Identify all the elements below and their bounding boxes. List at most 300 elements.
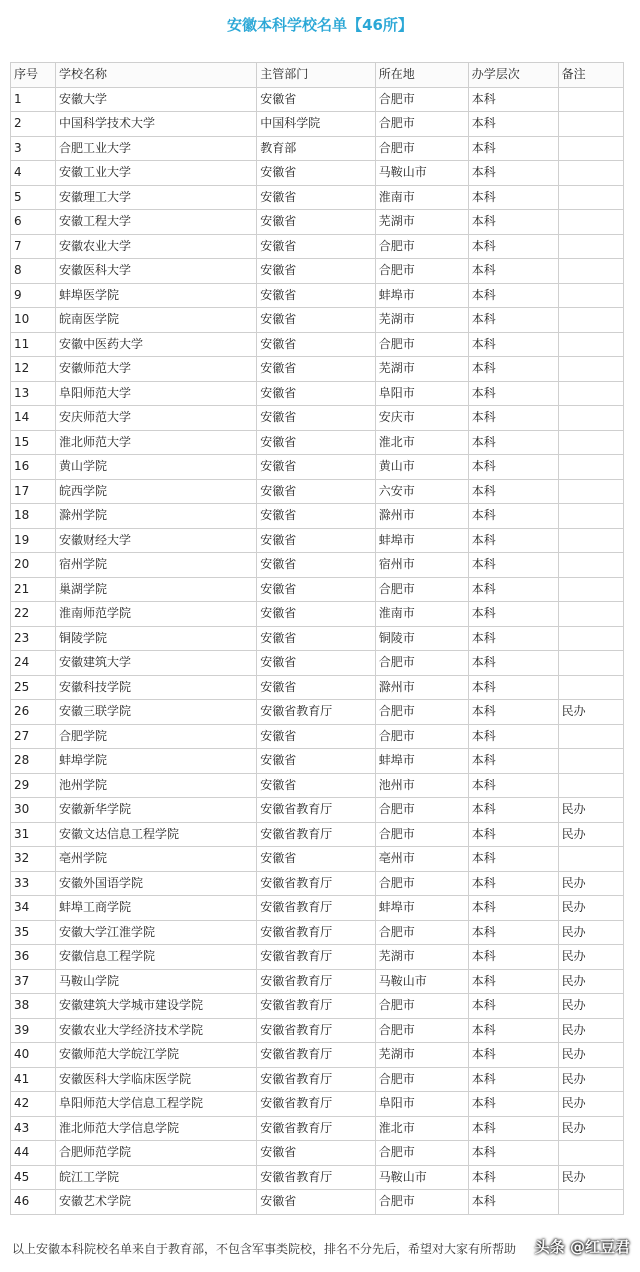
cell-name: 安徽大学江淮学院 (55, 920, 256, 945)
cell-no: 7 (11, 234, 56, 259)
cell-name: 安徽财经大学 (55, 528, 256, 553)
cell-dept: 安徽省教育厅 (257, 896, 376, 921)
cell-note (558, 161, 623, 186)
cell-no: 37 (11, 969, 56, 994)
cell-no: 12 (11, 357, 56, 382)
cell-note: 民办 (558, 1165, 623, 1190)
header-dept: 主管部门 (257, 63, 376, 88)
cell-name: 安徽三联学院 (55, 700, 256, 725)
cell-level: 本科 (468, 675, 558, 700)
cell-note (558, 675, 623, 700)
table-row (11, 112, 624, 137)
cell-city: 滁州市 (375, 504, 468, 529)
cell-note (558, 602, 623, 627)
cell-no: 16 (11, 455, 56, 480)
cell-city: 亳州市 (375, 847, 468, 872)
table-row (11, 1092, 624, 1117)
cell-dept: 安徽省教育厅 (257, 700, 376, 725)
cell-name: 中国科学技术大学 (55, 112, 256, 137)
cell-note (558, 749, 623, 774)
cell-note: 民办 (558, 822, 623, 847)
cell-name: 皖南医学院 (55, 308, 256, 333)
cell-dept: 安徽省教育厅 (257, 1067, 376, 1092)
table-row (11, 283, 624, 308)
cell-city: 合肥市 (375, 700, 468, 725)
cell-city: 芜湖市 (375, 210, 468, 235)
cell-dept: 安徽省教育厅 (257, 969, 376, 994)
cell-level: 本科 (468, 1018, 558, 1043)
cell-dept: 安徽省 (257, 528, 376, 553)
cell-dept: 安徽省 (257, 406, 376, 431)
table-row (11, 161, 624, 186)
cell-dept: 安徽省教育厅 (257, 994, 376, 1019)
cell-level: 本科 (468, 161, 558, 186)
cell-dept: 安徽省 (257, 847, 376, 872)
cell-level: 本科 (468, 528, 558, 553)
cell-name: 淮北师范大学 (55, 430, 256, 455)
cell-city: 蚌埠市 (375, 283, 468, 308)
cell-dept: 安徽省 (257, 675, 376, 700)
header-city: 所在地 (375, 63, 468, 88)
cell-level: 本科 (468, 626, 558, 651)
cell-dept: 安徽省教育厅 (257, 1165, 376, 1190)
cell-note (558, 112, 623, 137)
cell-city: 合肥市 (375, 651, 468, 676)
cell-name: 黄山学院 (55, 455, 256, 480)
cell-level: 本科 (468, 136, 558, 161)
cell-city: 马鞍山市 (375, 969, 468, 994)
table-row (11, 504, 624, 529)
cell-dept: 安徽省 (257, 234, 376, 259)
table-row (11, 1018, 624, 1043)
cell-city: 合肥市 (375, 87, 468, 112)
cell-dept: 安徽省 (257, 87, 376, 112)
cell-name: 阜阳师范大学信息工程学院 (55, 1092, 256, 1117)
cell-dept: 安徽省教育厅 (257, 920, 376, 945)
cell-no: 36 (11, 945, 56, 970)
table-row (11, 920, 624, 945)
cell-level: 本科 (468, 455, 558, 480)
cell-name: 合肥工业大学 (55, 136, 256, 161)
cell-level: 本科 (468, 994, 558, 1019)
cell-name: 安徽新华学院 (55, 798, 256, 823)
cell-level: 本科 (468, 283, 558, 308)
cell-note: 民办 (558, 1043, 623, 1068)
table-row (11, 1067, 624, 1092)
cell-name: 安徽工程大学 (55, 210, 256, 235)
cell-city: 合肥市 (375, 136, 468, 161)
cell-no: 9 (11, 283, 56, 308)
cell-note (558, 283, 623, 308)
cell-name: 阜阳师范大学 (55, 381, 256, 406)
cell-city: 合肥市 (375, 1018, 468, 1043)
cell-note: 民办 (558, 871, 623, 896)
cell-dept: 安徽省教育厅 (257, 871, 376, 896)
cell-name: 皖西学院 (55, 479, 256, 504)
cell-city: 芜湖市 (375, 1043, 468, 1068)
table-row (11, 749, 624, 774)
cell-note (558, 847, 623, 872)
cell-name: 安徽中医药大学 (55, 332, 256, 357)
cell-no: 25 (11, 675, 56, 700)
cell-note (558, 455, 623, 480)
cell-note: 民办 (558, 700, 623, 725)
cell-city: 芜湖市 (375, 357, 468, 382)
cell-dept: 安徽省教育厅 (257, 1018, 376, 1043)
cell-dept: 安徽省 (257, 773, 376, 798)
cell-dept: 安徽省教育厅 (257, 1092, 376, 1117)
cell-no: 10 (11, 308, 56, 333)
cell-level: 本科 (468, 357, 558, 382)
cell-note (558, 136, 623, 161)
cell-note (558, 553, 623, 578)
cell-no: 42 (11, 1092, 56, 1117)
cell-note: 民办 (558, 798, 623, 823)
table-row (11, 1190, 624, 1215)
cell-note (558, 210, 623, 235)
cell-city: 蚌埠市 (375, 528, 468, 553)
cell-dept: 安徽省教育厅 (257, 945, 376, 970)
cell-city: 合肥市 (375, 1067, 468, 1092)
cell-level: 本科 (468, 602, 558, 627)
cell-city: 阜阳市 (375, 1092, 468, 1117)
cell-name: 安徽师范大学皖江学院 (55, 1043, 256, 1068)
cell-level: 本科 (468, 1043, 558, 1068)
cell-no: 3 (11, 136, 56, 161)
cell-note (558, 234, 623, 259)
cell-name: 安徽理工大学 (55, 185, 256, 210)
cell-level: 本科 (468, 479, 558, 504)
table-row (11, 896, 624, 921)
cell-no: 22 (11, 602, 56, 627)
cell-no: 40 (11, 1043, 56, 1068)
cell-no: 33 (11, 871, 56, 896)
cell-note (558, 259, 623, 284)
cell-name: 亳州学院 (55, 847, 256, 872)
cell-city: 合肥市 (375, 724, 468, 749)
cell-city: 合肥市 (375, 332, 468, 357)
cell-dept: 安徽省 (257, 308, 376, 333)
cell-level: 本科 (468, 945, 558, 970)
cell-note: 民办 (558, 1116, 623, 1141)
cell-level: 本科 (468, 112, 558, 137)
cell-level: 本科 (468, 1165, 558, 1190)
cell-level: 本科 (468, 87, 558, 112)
table-row (11, 798, 624, 823)
table-row (11, 626, 624, 651)
cell-level: 本科 (468, 406, 558, 431)
cell-no: 21 (11, 577, 56, 602)
cell-name: 安徽医科大学 (55, 259, 256, 284)
cell-city: 合肥市 (375, 798, 468, 823)
table-row (11, 1165, 624, 1190)
cell-dept: 安徽省教育厅 (257, 1116, 376, 1141)
cell-note (558, 332, 623, 357)
cell-city: 合肥市 (375, 1190, 468, 1215)
cell-level: 本科 (468, 210, 558, 235)
cell-no: 1 (11, 87, 56, 112)
cell-no: 11 (11, 332, 56, 357)
cell-dept: 安徽省 (257, 332, 376, 357)
cell-no: 44 (11, 1141, 56, 1166)
cell-name: 安徽师范大学 (55, 357, 256, 382)
cell-dept: 安徽省 (257, 210, 376, 235)
cell-note (558, 651, 623, 676)
cell-note: 民办 (558, 945, 623, 970)
cell-name: 铜陵学院 (55, 626, 256, 651)
cell-dept: 安徽省 (257, 455, 376, 480)
cell-name: 安徽农业大学经济技术学院 (55, 1018, 256, 1043)
cell-dept: 安徽省 (257, 185, 376, 210)
cell-name: 安徽大学 (55, 87, 256, 112)
cell-dept: 安徽省教育厅 (257, 1043, 376, 1068)
table-row (11, 700, 624, 725)
cell-name: 马鞍山学院 (55, 969, 256, 994)
footer-note: 以上安徽本科院校名单来自于教育部，不包含军事类院校，排名不分先后，希望对大家有所帮助 (12, 1242, 517, 1256)
cell-note: 民办 (558, 920, 623, 945)
table-row (11, 651, 624, 676)
cell-note: 民办 (558, 896, 623, 921)
cell-dept: 安徽省 (257, 626, 376, 651)
cell-level: 本科 (468, 1116, 558, 1141)
cell-name: 安徽建筑大学 (55, 651, 256, 676)
cell-name: 蚌埠工商学院 (55, 896, 256, 921)
cell-name: 安徽农业大学 (55, 234, 256, 259)
title-main: 安徽本科学校名单 (227, 16, 348, 34)
cell-no: 28 (11, 749, 56, 774)
cell-level: 本科 (468, 553, 558, 578)
cell-no: 27 (11, 724, 56, 749)
cell-note (558, 724, 623, 749)
cell-city: 蚌埠市 (375, 896, 468, 921)
cell-no: 35 (11, 920, 56, 945)
cell-no: 45 (11, 1165, 56, 1190)
cell-name: 蚌埠医学院 (55, 283, 256, 308)
cell-no: 23 (11, 626, 56, 651)
cell-dept: 安徽省教育厅 (257, 798, 376, 823)
cell-dept: 安徽省 (257, 479, 376, 504)
cell-level: 本科 (468, 822, 558, 847)
header-note: 备注 (558, 63, 623, 88)
cell-city: 滁州市 (375, 675, 468, 700)
cell-no: 17 (11, 479, 56, 504)
cell-city: 淮南市 (375, 602, 468, 627)
cell-name: 安庆师范大学 (55, 406, 256, 431)
cell-note: 民办 (558, 969, 623, 994)
table-row (11, 479, 624, 504)
cell-level: 本科 (468, 504, 558, 529)
cell-city: 合肥市 (375, 234, 468, 259)
cell-no: 15 (11, 430, 56, 455)
cell-no: 5 (11, 185, 56, 210)
table-row (11, 773, 624, 798)
table-row (11, 185, 624, 210)
cell-city: 合肥市 (375, 994, 468, 1019)
cell-level: 本科 (468, 1092, 558, 1117)
cell-level: 本科 (468, 185, 558, 210)
cell-level: 本科 (468, 773, 558, 798)
cell-dept: 安徽省 (257, 357, 376, 382)
table-row (11, 969, 624, 994)
cell-no: 30 (11, 798, 56, 823)
table-row (11, 577, 624, 602)
cell-name: 安徽文达信息工程学院 (55, 822, 256, 847)
cell-level: 本科 (468, 577, 558, 602)
cell-level: 本科 (468, 798, 558, 823)
cell-dept: 安徽省 (257, 161, 376, 186)
cell-dept: 教育部 (257, 136, 376, 161)
cell-city: 淮北市 (375, 1116, 468, 1141)
cell-level: 本科 (468, 847, 558, 872)
cell-note (558, 357, 623, 382)
table-row (11, 724, 624, 749)
cell-note (558, 1190, 623, 1215)
cell-name: 合肥学院 (55, 724, 256, 749)
table-row (11, 675, 624, 700)
table-row (11, 553, 624, 578)
cell-no: 34 (11, 896, 56, 921)
cell-dept: 安徽省 (257, 1190, 376, 1215)
table-row (11, 234, 624, 259)
table-row (11, 357, 624, 382)
cell-no: 13 (11, 381, 56, 406)
cell-city: 合肥市 (375, 577, 468, 602)
table-row (11, 1043, 624, 1068)
table-row (11, 210, 624, 235)
cell-level: 本科 (468, 259, 558, 284)
cell-name: 安徽外国语学院 (55, 871, 256, 896)
cell-note: 民办 (558, 994, 623, 1019)
header-no: 序号 (11, 63, 56, 88)
cell-dept: 安徽省 (257, 651, 376, 676)
table-row (11, 1141, 624, 1166)
table-row (11, 308, 624, 333)
cell-dept: 安徽省教育厅 (257, 822, 376, 847)
cell-city: 芜湖市 (375, 945, 468, 970)
cell-level: 本科 (468, 651, 558, 676)
cell-dept: 安徽省 (257, 504, 376, 529)
title-count: 【46所】 (347, 16, 413, 34)
table-row (11, 455, 624, 480)
cell-note (558, 773, 623, 798)
cell-no: 46 (11, 1190, 56, 1215)
cell-no: 26 (11, 700, 56, 725)
cell-city: 淮北市 (375, 430, 468, 455)
cell-no: 19 (11, 528, 56, 553)
cell-no: 24 (11, 651, 56, 676)
cell-name: 宿州学院 (55, 553, 256, 578)
table-row (11, 381, 624, 406)
cell-note (558, 479, 623, 504)
header-level: 办学层次 (468, 63, 558, 88)
cell-city: 合肥市 (375, 822, 468, 847)
cell-note: 民办 (558, 1067, 623, 1092)
cell-level: 本科 (468, 1141, 558, 1166)
cell-city: 黄山市 (375, 455, 468, 480)
cell-level: 本科 (468, 920, 558, 945)
cell-level: 本科 (468, 871, 558, 896)
table-row (11, 945, 624, 970)
cell-name: 池州学院 (55, 773, 256, 798)
cell-note (558, 185, 623, 210)
table-header-row (11, 63, 624, 88)
cell-city: 池州市 (375, 773, 468, 798)
cell-note (558, 381, 623, 406)
table-row (11, 602, 624, 627)
table-row (11, 1116, 624, 1141)
cell-name: 皖江工学院 (55, 1165, 256, 1190)
table-row (11, 994, 624, 1019)
cell-dept: 安徽省 (257, 1141, 376, 1166)
cell-level: 本科 (468, 749, 558, 774)
cell-city: 阜阳市 (375, 381, 468, 406)
cell-city: 合肥市 (375, 871, 468, 896)
cell-note (558, 308, 623, 333)
cell-city: 宿州市 (375, 553, 468, 578)
cell-city: 合肥市 (375, 112, 468, 137)
cell-level: 本科 (468, 381, 558, 406)
cell-dept: 安徽省 (257, 430, 376, 455)
table-row (11, 259, 624, 284)
cell-city: 马鞍山市 (375, 1165, 468, 1190)
cell-level: 本科 (468, 969, 558, 994)
table-row (11, 871, 624, 896)
school-table (10, 62, 624, 1215)
cell-dept: 安徽省 (257, 553, 376, 578)
cell-level: 本科 (468, 234, 558, 259)
cell-dept: 安徽省 (257, 381, 376, 406)
cell-note (558, 406, 623, 431)
cell-city: 马鞍山市 (375, 161, 468, 186)
cell-name: 蚌埠学院 (55, 749, 256, 774)
cell-city: 淮南市 (375, 185, 468, 210)
cell-name: 巢湖学院 (55, 577, 256, 602)
cell-note (558, 626, 623, 651)
cell-note: 民办 (558, 1092, 623, 1117)
cell-name: 淮南师范学院 (55, 602, 256, 627)
cell-city: 合肥市 (375, 1141, 468, 1166)
table-body (11, 87, 624, 1214)
table-row (11, 332, 624, 357)
cell-city: 六安市 (375, 479, 468, 504)
cell-no: 20 (11, 553, 56, 578)
table-row (11, 847, 624, 872)
cell-dept: 安徽省 (257, 283, 376, 308)
cell-dept: 中国科学院 (257, 112, 376, 137)
cell-name: 安徽工业大学 (55, 161, 256, 186)
cell-city: 芜湖市 (375, 308, 468, 333)
cell-name: 合肥师范学院 (55, 1141, 256, 1166)
cell-name: 安徽建筑大学城市建设学院 (55, 994, 256, 1019)
cell-city: 合肥市 (375, 259, 468, 284)
cell-dept: 安徽省 (257, 724, 376, 749)
cell-level: 本科 (468, 896, 558, 921)
cell-note (558, 528, 623, 553)
cell-level: 本科 (468, 1067, 558, 1092)
cell-no: 18 (11, 504, 56, 529)
cell-dept: 安徽省 (257, 577, 376, 602)
cell-no: 4 (11, 161, 56, 186)
cell-note (558, 430, 623, 455)
cell-dept: 安徽省 (257, 749, 376, 774)
cell-name: 安徽艺术学院 (55, 1190, 256, 1215)
cell-city: 合肥市 (375, 920, 468, 945)
table-row (11, 822, 624, 847)
table-row (11, 406, 624, 431)
cell-no: 14 (11, 406, 56, 431)
cell-no: 32 (11, 847, 56, 872)
table-row (11, 430, 624, 455)
